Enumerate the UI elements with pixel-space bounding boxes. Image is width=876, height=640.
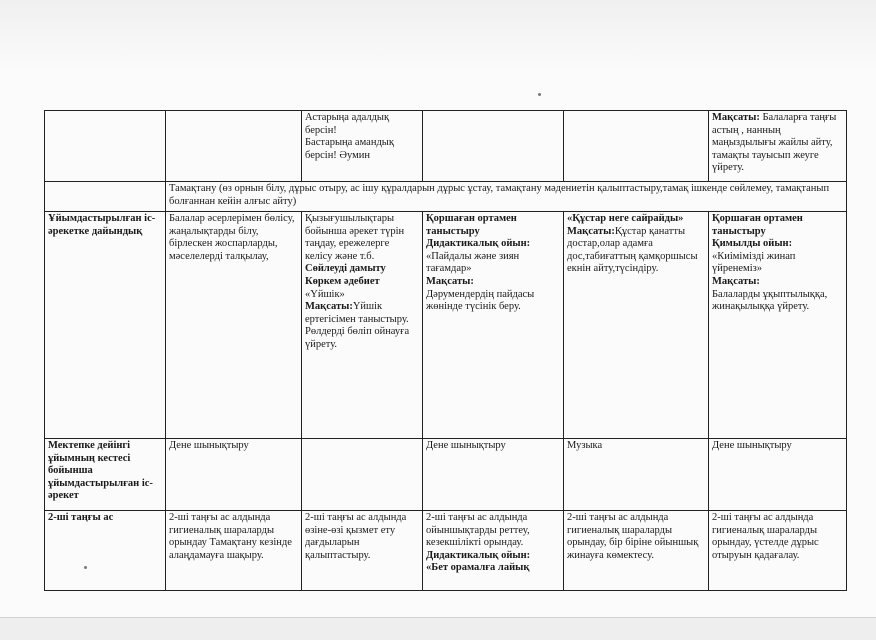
- table-cell: [166, 111, 302, 182]
- cell-text: 2-ші таңғы ас алдында гигиеналық шараларды орындау, бір біріне ойыншық жинауға көмектесу.: [567, 512, 699, 561]
- goal-label: Мақсаты:: [305, 301, 353, 313]
- table-cell: [564, 212, 709, 439]
- goal-text: Балаларға таңғы астың , нанның маңыздылығы жайлы айту, тамақты тауысып жеуге үйрету.: [712, 112, 837, 174]
- row-header: [45, 511, 166, 591]
- cell-text: «Үйшік»: [305, 288, 345, 300]
- table-cell: [709, 511, 847, 591]
- table-row: [45, 182, 847, 212]
- table-cell: [45, 182, 166, 212]
- page-shadow-bottom: [0, 617, 876, 640]
- table-cell: [564, 511, 709, 591]
- goal-label: Мақсаты:: [712, 112, 760, 123]
- table-cell: [302, 212, 423, 439]
- goal-label: Мақсаты:: [712, 275, 760, 287]
- table-cell: [302, 511, 423, 591]
- cell-text: Балалар әсерлерімен бөлісу, жаңалықтарды білу, бірлескен жоспарларды, мәселелерді талқылау,: [169, 213, 295, 262]
- row-header-label: Мектепке дейінгі ұйымның кестесі бойынша ұйымдастырылған іс-әрекет: [48, 440, 153, 502]
- subject-title: Көркем әдебиет: [305, 275, 380, 287]
- game-label: Дидактикалық ойын:: [426, 238, 531, 250]
- table-row: [45, 439, 847, 511]
- cell-text: 2-ші таңғы ас алдында гигиеналық шараларды орындау Тамақтану кезінде алаңдамауға шақыру.: [169, 512, 292, 561]
- table-cell: [709, 111, 847, 182]
- table-cell: [423, 111, 564, 182]
- cell-text: Дене шынықтыру: [712, 440, 792, 451]
- goal-label: Мақсаты:: [567, 225, 615, 237]
- table-cell: [709, 212, 847, 439]
- cell-text: Музыка: [567, 440, 603, 451]
- table-cell: [45, 111, 166, 182]
- scan-speck: [538, 93, 541, 96]
- feeding-note-cell: [166, 182, 847, 212]
- daily-plan-table: [44, 110, 847, 591]
- row-header-label: 2-ші таңғы ас: [48, 512, 114, 523]
- cell-text: «Киімімізді жинап үйренеміз»: [712, 250, 796, 275]
- table-cell: [166, 439, 302, 511]
- table-row: [45, 111, 847, 182]
- row-header: [45, 212, 166, 439]
- goal-text: Дәрумендердің пайдасы жөнінде түсінік беру.: [426, 288, 535, 313]
- subject-title: Қоршаған ортамен таныстыру: [426, 213, 517, 237]
- row-header-label: Ұйымдастырылған іс-әрекетке дайындық: [48, 213, 156, 237]
- row-header: [45, 439, 166, 511]
- game-title: «Бет орамалға лайық: [426, 562, 530, 574]
- cell-text: Дене шынықтыру: [169, 440, 249, 451]
- table-row: [45, 511, 847, 591]
- subject-title: Қоршаған ортамен таныстыру: [712, 213, 803, 237]
- cell-text: 2-ші таңғы ас алдында гигиеналық шараларды орындау, үстелде дұрыс отыруын қадағалау.: [712, 512, 819, 561]
- game-label: Қимылды ойын:: [712, 238, 793, 250]
- page-shadow-top: [0, 0, 876, 70]
- table-cell: [166, 212, 302, 439]
- goal-text: Үйшік ертегісімен таныстыру. Рөлдерді бөліп ойнауға үйрету.: [305, 301, 410, 350]
- blessing-line: Бастарыңа амандық: [305, 137, 394, 149]
- table-cell: [302, 111, 423, 182]
- table-cell: [564, 111, 709, 182]
- goal-label: Мақсаты:: [426, 275, 474, 287]
- cell-text: Қызығушылықтары бойынша әрекет түрін таңдау, ережелерге келісу және т.б.: [305, 213, 405, 262]
- cell-text: 2-ші таңғы ас алдында ойыншықтарды реттеу, кезекшілікті орындау.: [426, 512, 530, 549]
- table-cell: [302, 439, 423, 511]
- goal-text: Балаларды ұқыптылыққа, жинақылыққа үйрету.: [712, 288, 828, 313]
- cell-text: 2-ші таңғы ас алдында өзіне-өзі қызмет ету дағдыларын қалыптастыру.: [305, 512, 407, 561]
- game-label: Дидактикалық ойын:: [426, 549, 531, 561]
- cell-text: Дене шынықтыру: [426, 440, 506, 451]
- blessing-line: берсін!: [305, 124, 337, 136]
- cell-text: «Пайдалы және зиян тағамдар»: [426, 250, 520, 275]
- table-cell: [564, 439, 709, 511]
- table-row: [45, 212, 847, 439]
- feeding-note: Тамақтану (өз орнын білу, дұрыс отыру, ас ішу құралдарын дұрыс ұстау, тамақтану мәдениетін қалыптастыру,тамақ ішкенде сөйлемеу, тамақтанып болғаннан кейін алғыс айту): [169, 183, 830, 207]
- table-cell: [423, 212, 564, 439]
- table-cell: [423, 511, 564, 591]
- table-cell: [423, 439, 564, 511]
- blessing-line: Астарыңа адалдық: [305, 112, 390, 123]
- goal-text: Құстар қанатты достар,олар адамға дос,табиғаттың қамқоршысы екнін айту,түсіндіру.: [567, 225, 698, 275]
- subject-title: «Құстар неге сайрайды»: [567, 213, 684, 224]
- subject-title: Сөйлеуді дамыту: [305, 263, 386, 275]
- table-cell: [709, 439, 847, 511]
- table-cell: [166, 511, 302, 591]
- blessing-line: берсін! Әумин: [305, 149, 371, 161]
